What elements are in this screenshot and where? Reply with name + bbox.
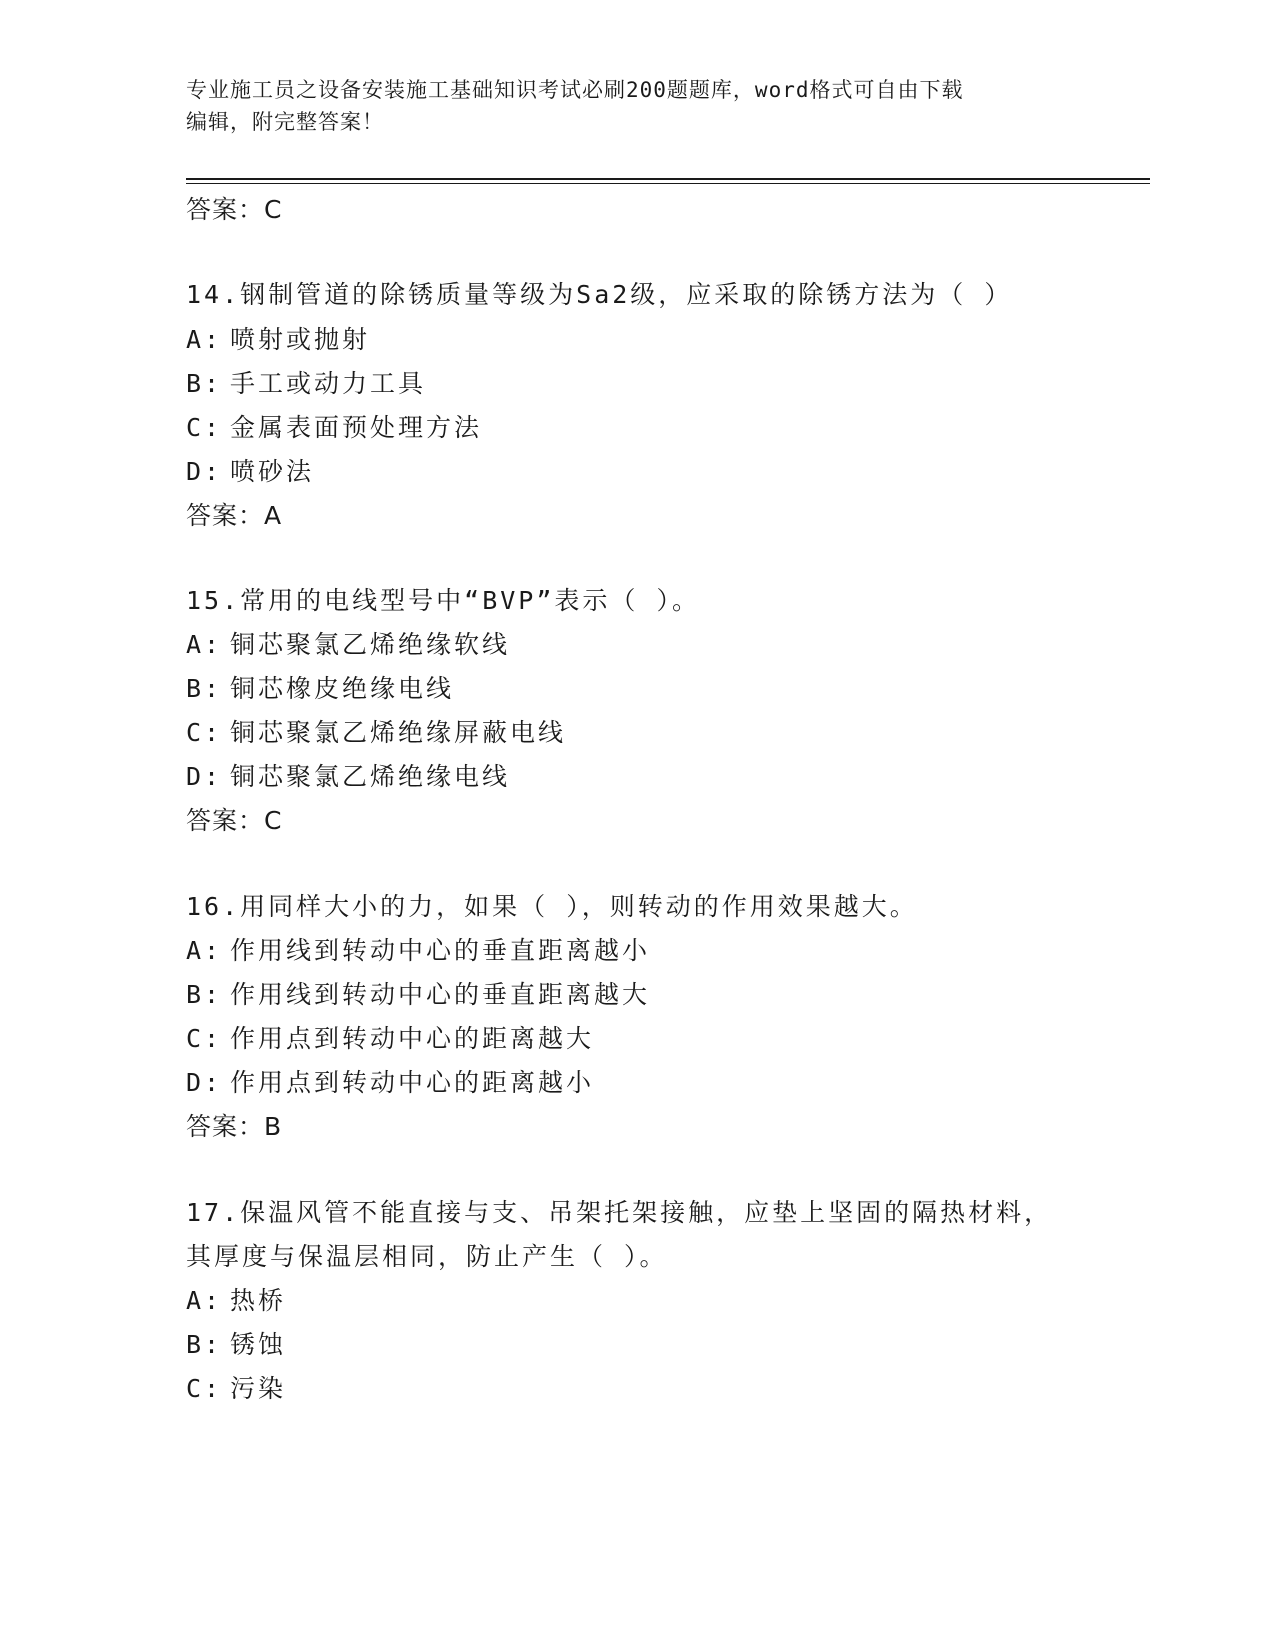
question-stem-15: 15.常用的电线型号中“BVP”表示（ ）。 [186,586,700,615]
option-15-a [186,625,510,661]
option-16-c [186,1019,594,1055]
option-14-c [186,408,482,444]
answer-14: 答案：A [186,501,283,530]
option-text: 铜芯聚氯乙烯绝缘软线 [230,630,511,659]
option-15-b [186,669,454,705]
option-key: B: [186,674,223,703]
option-key: C: [186,1024,223,1053]
option-key: A: [186,325,223,354]
option-text: 锈蚀 [230,1330,287,1359]
option-16-a [186,931,650,967]
option-14-b [186,364,426,400]
question-stem-14: 14.钢制管道的除锈质量等级为Sa2级，应采取的除锈方法为（ ） [186,280,1013,309]
option-key: A: [186,1286,223,1315]
option-text: 金属表面预处理方法 [230,413,483,442]
option-text: 手工或动力工具 [230,369,427,398]
option-text: 污染 [230,1374,287,1403]
question-stem-16: 16.用同样大小的力，如果（ ），则转动的作用效果越大。 [186,892,918,921]
option-key: B: [186,369,223,398]
answer-line: 答案：C [186,195,283,224]
option-key: D: [186,1068,223,1097]
answer-16: 答案：B [186,1112,283,1141]
header-rule-thin [186,183,1150,184]
option-17-b [186,1325,286,1361]
header-line-1: 专业施工员之设备安装施工基础知识考试必刷200题题库，word格式可自由下载 [186,78,964,102]
option-text: 铜芯橡皮绝缘电线 [230,674,455,703]
option-key: A: [186,936,223,965]
option-text: 作用点到转动中心的距离越小 [230,1068,595,1097]
option-16-d [186,1063,594,1099]
option-17-a [186,1281,286,1317]
header-rule-thick [186,178,1150,180]
option-14-d [186,452,314,488]
option-16-b [186,975,650,1011]
option-text: 热桥 [230,1286,287,1315]
question-stem-17-line-1: 17.保温风管不能直接与支、吊架托架接触，应垫上坚固的隔热材料， [186,1198,1053,1227]
option-15-d [186,757,510,793]
option-15-c [186,713,566,749]
option-key: B: [186,980,223,1009]
option-key: B: [186,1330,223,1359]
option-text: 喷砂法 [230,457,315,486]
option-17-c [186,1369,286,1405]
document-header [186,74,1086,138]
option-text: 作用点到转动中心的距离越大 [230,1024,595,1053]
question-stem-17-line-2: 其厚度与保温层相同，防止产生（ ）。 [186,1242,668,1271]
option-text: 铜芯聚氯乙烯绝缘电线 [230,762,511,791]
option-text: 喷射或抛射 [230,325,371,354]
option-text: 作用线到转动中心的垂直距离越小 [230,936,651,965]
option-key: A: [186,630,223,659]
option-key: D: [186,457,223,486]
option-key: C: [186,718,223,747]
option-key: D: [186,762,223,791]
option-14-a [186,320,370,356]
option-key: C: [186,413,223,442]
header-line-2: 编辑，附完整答案！ [186,110,384,134]
answer-15: 答案：C [186,806,283,835]
option-text: 铜芯聚氯乙烯绝缘屏蔽电线 [230,718,567,747]
option-key: C: [186,1374,223,1403]
option-text: 作用线到转动中心的垂直距离越大 [230,980,651,1009]
